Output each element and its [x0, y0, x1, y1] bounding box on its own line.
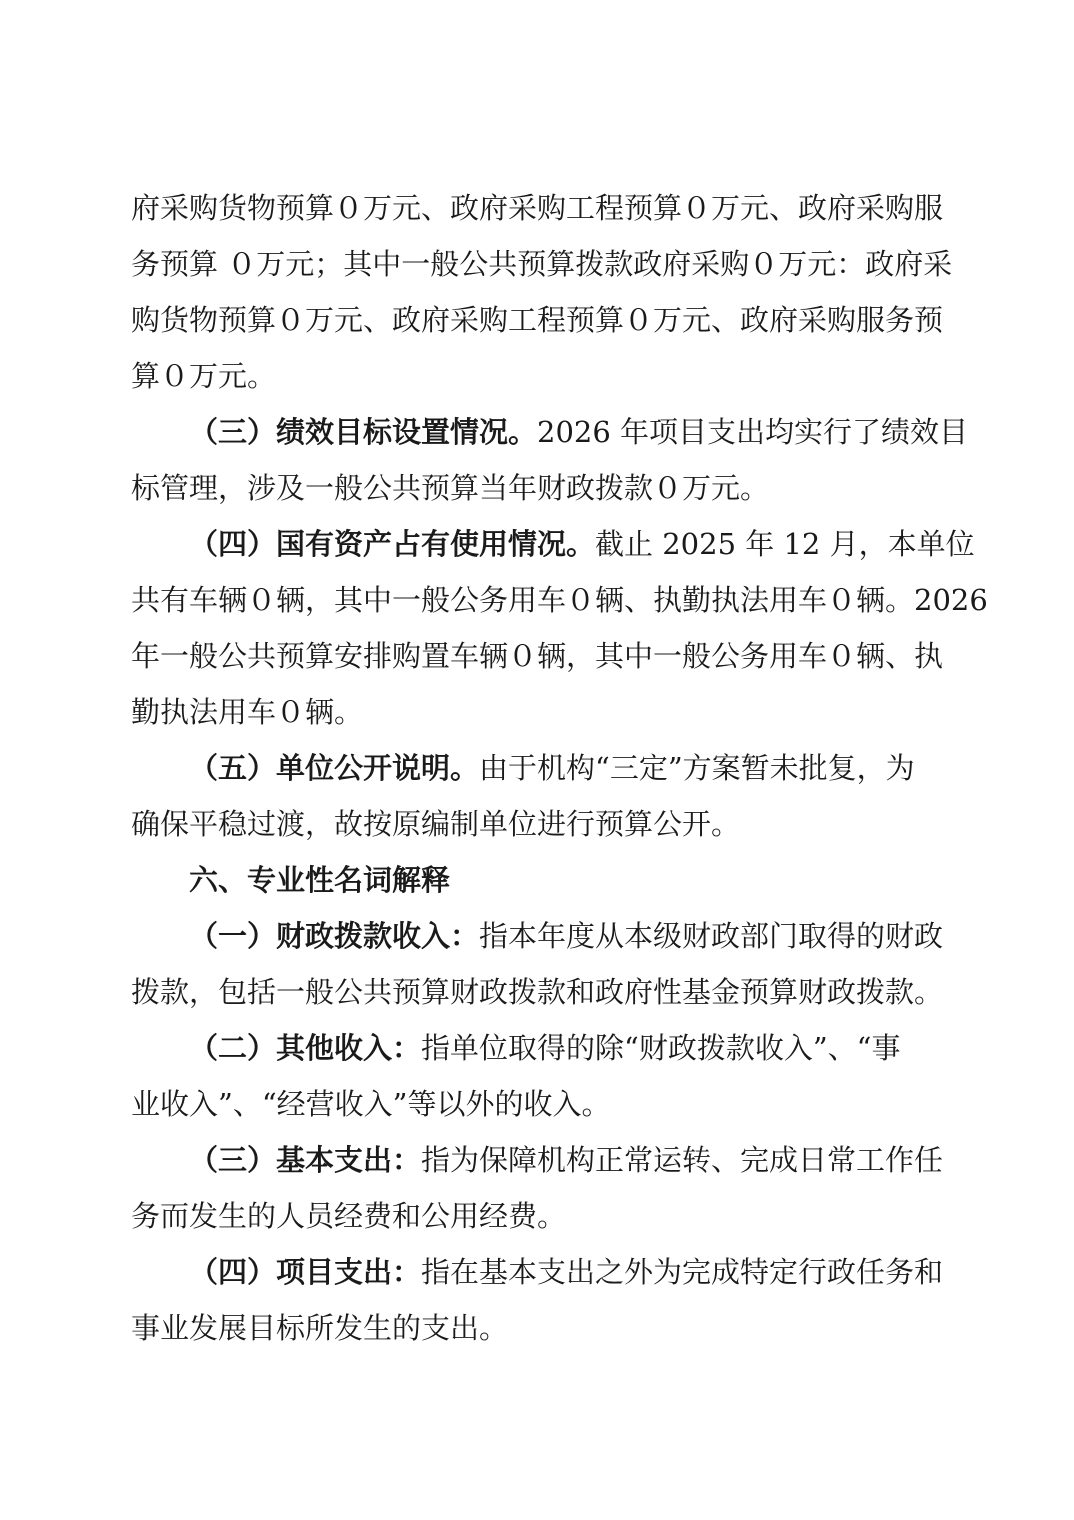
line-text: 务预算 ０万元；其中一般公共预算拨款政府采购０万元：政府采 — [131, 247, 953, 281]
line-text: 截止 2025 年 12 月，本单位 — [595, 527, 975, 561]
line-text: 算０万元。 — [131, 359, 277, 393]
body-line — [131, 465, 951, 511]
line-text: 指为保障机构正常运转、完成日常工作任 — [421, 1143, 944, 1177]
term-label: （一）财政拨款收入： — [189, 919, 480, 953]
line-text: 购货物预算０万元、政府采购工程预算０万元、政府采购服务预 — [131, 303, 944, 337]
line-text: 确保平稳过渡，故按原编制单位进行预算公开。 — [131, 807, 741, 841]
line-text: 务而发生的人员经费和公用经费。 — [131, 1199, 567, 1233]
line-text: 指本年度从本级财政部门取得的财政 — [479, 919, 944, 953]
line-text: 年一般公共预算安排购置车辆０辆，其中一般公务用车０辆、执 — [131, 639, 944, 673]
body-line — [131, 689, 951, 735]
line-text: 由于机构“三定”方案暂未批复，为 — [479, 751, 915, 785]
body-line — [131, 1305, 951, 1351]
line-text: 府采购货物预算０万元、政府采购工程预算０万元、政府采购服 — [131, 191, 944, 225]
term-label: （二）其他收入： — [189, 1031, 422, 1065]
line-text: 业收入”、“经营收入”等以外的收入。 — [131, 1087, 611, 1121]
body-line — [131, 353, 951, 399]
definition-basic-expenditure — [189, 1137, 951, 1183]
paragraph-lead: （四）国有资产占有使用情况。 — [189, 527, 596, 561]
body-line — [131, 241, 951, 287]
paragraph-lead: （五）单位公开说明。 — [189, 751, 480, 785]
line-text: 拨款，包括一般公共预算财政拨款和政府性基金预算财政拨款。 — [131, 975, 944, 1009]
line-text: 指单位取得的除“财政拨款收入”、“事 — [421, 1031, 901, 1065]
definition-other-income — [189, 1025, 951, 1071]
line-text: 勤执法用车０辆。 — [131, 695, 364, 729]
line-text: 标管理，涉及一般公共预算当年财政拨款０万元。 — [131, 471, 770, 505]
body-line — [131, 297, 951, 343]
section-title: 六、专业性名词解释 — [189, 863, 451, 897]
line-text: 指在基本支出之外为完成特定行政任务和 — [421, 1255, 944, 1289]
definition-project-expenditure — [189, 1249, 951, 1295]
paragraph-performance-goals — [189, 409, 969, 455]
body-line — [131, 969, 951, 1015]
line-text: 共有车辆０辆，其中一般公务用车０辆、执勤执法用车０辆。2026 — [131, 583, 988, 617]
body-line — [131, 801, 951, 847]
body-line — [131, 1081, 951, 1127]
paragraph-state-assets — [189, 521, 975, 567]
body-line — [131, 577, 988, 623]
paragraph-lead: （三）绩效目标设置情况。 — [189, 415, 538, 449]
section-heading — [189, 857, 951, 903]
line-text: 事业发展目标所发生的支出。 — [131, 1311, 509, 1345]
paragraph-disclosure-note — [189, 745, 951, 791]
term-label: （三）基本支出： — [189, 1143, 422, 1177]
line-text: 2026 年项目支出均实行了绩效目 — [537, 415, 969, 449]
definition-fiscal-appropriation — [189, 913, 951, 959]
body-line — [131, 633, 951, 679]
body-line — [131, 185, 951, 231]
body-line — [131, 1193, 951, 1239]
term-label: （四）项目支出： — [189, 1255, 422, 1289]
